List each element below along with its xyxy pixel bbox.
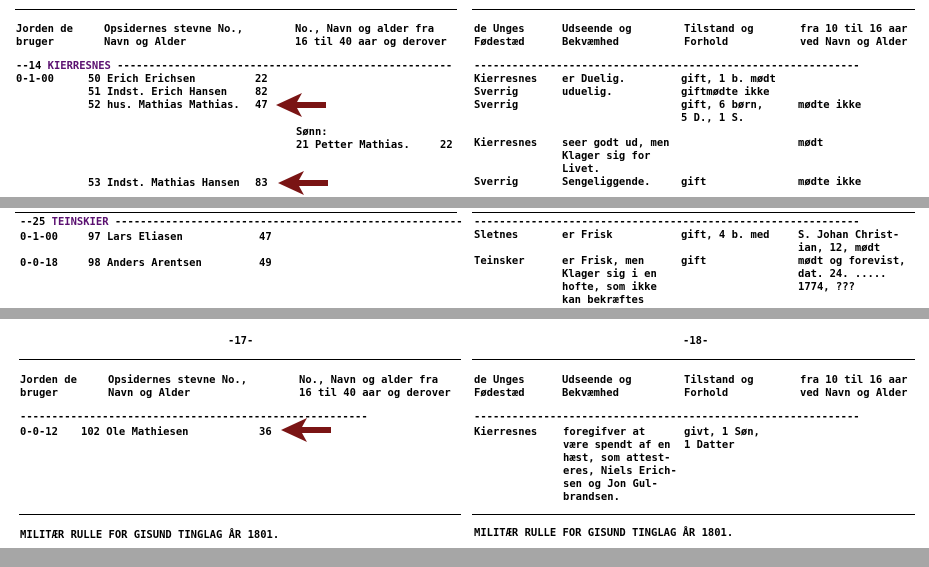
owner-name: 52 hus. Mathias Mathias. bbox=[88, 99, 240, 111]
condition: gift, 1 b. mødt bbox=[681, 73, 776, 85]
owner-name: 50 Erich Erichsen bbox=[88, 73, 196, 85]
rule-right bbox=[472, 212, 915, 213]
appearance: foregifver at være spendt af en hæst, som attest- eres, Niels Erich- sen og Jon Gul- brandsen. bbox=[563, 426, 677, 503]
owner-age: 22 bbox=[255, 73, 268, 85]
pointer-arrow-icon bbox=[281, 417, 333, 443]
dash-line-right: ------------------------------------------------------------- bbox=[474, 216, 860, 228]
children-value: mødt bbox=[798, 137, 824, 149]
farm-name: KIERRESNES bbox=[47, 60, 111, 72]
rule-left bbox=[15, 212, 457, 213]
farm-name: TEINSKIER bbox=[51, 216, 109, 228]
children-value: mødte ikke bbox=[798, 176, 862, 188]
appearance: seer godt ud, men Klager sig for Livet. bbox=[562, 137, 670, 175]
header-young: No., Navn og alder fra 16 til 40 aar og derover bbox=[295, 23, 447, 48]
birthplace: Sverrig bbox=[474, 176, 519, 188]
header-children: fra 10 til 16 aar ved Navn og Alder bbox=[800, 23, 908, 48]
land-value: 0-0-18 bbox=[20, 257, 58, 269]
appearance: uduelig. bbox=[562, 86, 613, 98]
condition: gift, 6 børn, bbox=[681, 99, 764, 111]
condition: gift bbox=[681, 255, 707, 267]
header-birthplace: de Unges Fødestæd bbox=[474, 374, 525, 399]
header-land: Jorden de bruger bbox=[20, 374, 77, 399]
header-land: Jorden de bruger bbox=[16, 23, 73, 48]
pointer-arrow-icon bbox=[278, 170, 330, 196]
birthplace: Sletnes bbox=[474, 229, 519, 241]
birthplace: Kierresnes bbox=[474, 426, 538, 438]
land-value: 0-1-00 bbox=[16, 73, 54, 85]
owner-name: 102 Ole Mathiesen bbox=[81, 426, 189, 438]
owner-age: 83 bbox=[255, 177, 268, 189]
header-owner: Opsidernes stevne No., Navn og Alder bbox=[104, 23, 244, 48]
appearance: er Frisk, men Klager sig i en hofte, som ikke kan bekræftes bbox=[562, 255, 657, 306]
owner-name: 53 Indst. Mathias Hansen bbox=[88, 177, 240, 189]
birthplace: Teinsker bbox=[474, 255, 525, 267]
header-children: fra 10 til 16 aar ved Navn og Alder bbox=[800, 374, 908, 399]
top-rule-right bbox=[472, 9, 915, 10]
appearance: er Duelig. bbox=[562, 73, 626, 85]
header-birthplace: de Unges Fødestæd bbox=[474, 23, 525, 48]
footer-rule-right bbox=[472, 514, 915, 515]
page-number-left: -17- bbox=[228, 335, 254, 347]
bottom-band bbox=[0, 548, 929, 567]
owner-name: 51 Indst. Erich Hansen bbox=[88, 86, 228, 98]
children-value: mødte ikke bbox=[798, 99, 862, 111]
header-young: No., Navn og alder fra 16 til 40 aar og derover bbox=[299, 374, 451, 399]
owner-name: 97 Lars Eliasen bbox=[88, 231, 183, 243]
dash-line-right: ------------------------------------------------------------- bbox=[474, 60, 860, 72]
land-value: 0-1-00 bbox=[20, 231, 58, 243]
group-heading-teinskier: --25 TEINSKIER ------------------------------------------------------- bbox=[20, 216, 463, 228]
top-rule-left bbox=[15, 9, 457, 10]
birthplace: Sverrig bbox=[474, 99, 519, 111]
footer-rule-left bbox=[19, 514, 461, 515]
condition: gift bbox=[681, 176, 707, 188]
owner-age: 47 bbox=[255, 99, 268, 111]
rule-right bbox=[472, 359, 915, 360]
rule-left bbox=[19, 359, 461, 360]
section-divider bbox=[0, 308, 929, 319]
section-divider bbox=[0, 197, 929, 208]
son-label: Sønn: bbox=[296, 126, 328, 138]
land-value: 0-0-12 bbox=[20, 426, 58, 438]
condition: gift, 4 b. med bbox=[681, 229, 770, 241]
owner-age: 36 bbox=[259, 426, 272, 438]
birthplace: Kierresnes bbox=[474, 137, 538, 149]
birthplace: Kierresnes bbox=[474, 73, 538, 85]
children-value: mødt og forevist, dat. 24. ..... 1774, ??? bbox=[798, 255, 906, 293]
header-owner: Opsidernes stevne No., Navn og Alder bbox=[108, 374, 248, 399]
footer-title-left: MILITÆR RULLE FOR GISUND TINGLAG ÅR 1801. bbox=[20, 529, 280, 541]
birthplace: Sverrig bbox=[474, 86, 519, 98]
owner-age: 82 bbox=[255, 86, 268, 98]
dash-line-left: ------------------------------------------------------- bbox=[20, 411, 368, 423]
header-condition: Tilstand og Forhold bbox=[684, 23, 754, 48]
header-appearance: Udseende og Bekvæmhed bbox=[562, 23, 632, 48]
appearance: er Frisk bbox=[562, 229, 613, 241]
page-number-right: -18- bbox=[683, 335, 709, 347]
young-name: 21 Petter Mathias. bbox=[296, 139, 410, 151]
owner-name: 98 Anders Arentsen bbox=[88, 257, 202, 269]
owner-age: 49 bbox=[259, 257, 272, 269]
dash-line-right: ------------------------------------------------------------- bbox=[474, 411, 860, 423]
owner-age: 47 bbox=[259, 231, 272, 243]
header-condition: Tilstand og Forhold bbox=[684, 374, 754, 399]
young-age: 22 bbox=[440, 139, 453, 151]
header-appearance: Udseende og Bekvæmhed bbox=[562, 374, 632, 399]
appearance: Sengeliggende. bbox=[562, 176, 651, 188]
condition: 5 D., 1 S. bbox=[681, 112, 745, 124]
children-value: S. Johan Christ- ian, 12, mødt bbox=[798, 229, 900, 254]
pointer-arrow-icon bbox=[276, 92, 328, 118]
condition: givt, 1 Søn, 1 Datter bbox=[684, 426, 760, 451]
group-heading-kierresnes: --14 KIERRESNES ----------------------------------------------------- bbox=[16, 60, 453, 72]
condition: giftmødte ikke bbox=[681, 86, 770, 98]
footer-title-right: MILITÆR RULLE FOR GISUND TINGLAG ÅR 1801. bbox=[474, 527, 734, 539]
